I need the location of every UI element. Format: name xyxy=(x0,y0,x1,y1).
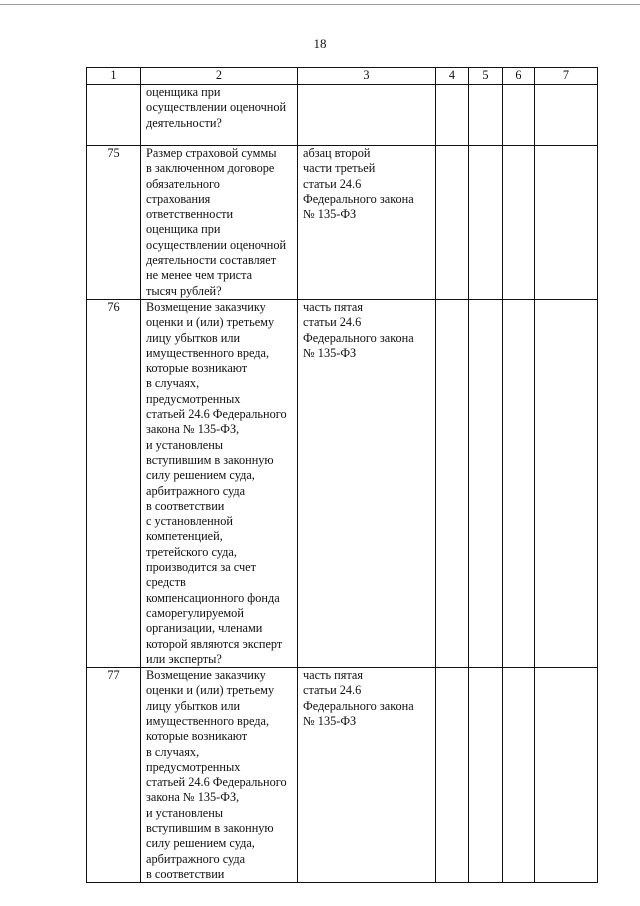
cell-text-line: деятельности? xyxy=(146,115,222,130)
cell-text-line: арбитражного суда xyxy=(146,483,246,498)
cell-text-line: производится за счет xyxy=(146,560,256,575)
table-row xyxy=(87,146,598,300)
header-row xyxy=(87,68,598,85)
table-row xyxy=(87,299,598,667)
table-row xyxy=(87,668,598,883)
cell-text-line: арбитражного суда xyxy=(146,851,246,866)
empty-cell xyxy=(469,146,503,300)
empty-cell xyxy=(503,85,535,146)
row-number-cell: 76 xyxy=(87,299,141,667)
cell-text-line: лицу убытков или xyxy=(146,330,241,345)
cell-text-line: часть пятая xyxy=(303,299,364,314)
cell-text-line: вступившим в законную xyxy=(146,821,274,836)
empty-cell xyxy=(469,299,503,667)
cell-text-line: не менее чем триста xyxy=(146,268,253,283)
cell-text-line: организации, членами xyxy=(146,621,263,636)
empty-cell xyxy=(436,299,469,667)
cell-text-line: закона № 135-ФЗ, xyxy=(146,422,240,437)
cell-text-line: в случаях, xyxy=(146,376,200,391)
cell-text-line: имущественного вреда, xyxy=(146,713,270,728)
legal-reference-cell xyxy=(298,85,436,146)
cell-text-line: статьи 24.6 xyxy=(303,683,362,698)
row-number-cell xyxy=(87,85,141,146)
empty-cell xyxy=(503,146,535,300)
cell-text-line: предусмотренных xyxy=(146,759,241,774)
cell-text-line: осуществлении оценочной xyxy=(146,100,287,115)
question-cell xyxy=(141,146,298,300)
cell-text-line: Возмещение заказчику xyxy=(146,299,266,314)
cell-text-line: Федерального закона xyxy=(303,330,414,345)
cell-text-line: ответственности xyxy=(146,207,234,222)
cell-text-line: в соответствии xyxy=(146,866,225,881)
header-col-1: 1 xyxy=(87,68,141,85)
cell-text-line: страхования xyxy=(146,191,211,206)
cell-text-line: закона № 135-ФЗ, xyxy=(146,790,240,805)
cell-text-line: силу решением суда, xyxy=(146,836,255,851)
cell-text-line: осуществлении оценочной xyxy=(146,237,287,252)
cell-text-line: обязательного xyxy=(146,176,220,191)
cell-text-line: оценки и (или) третьему xyxy=(146,683,275,698)
cell-text-line: которые возникают xyxy=(146,729,248,744)
cell-text-line: средств xyxy=(146,575,186,590)
empty-cell xyxy=(436,146,469,300)
cell-text-line: № 135-ФЗ xyxy=(303,207,357,222)
header-col-3: 3 xyxy=(298,68,436,85)
cell-text-line: третейского суда, xyxy=(146,544,237,559)
cell-text-line: части третьей xyxy=(303,161,376,176)
row-number-cell: 75 xyxy=(87,146,141,300)
cell-text-line: статьей 24.6 Федерального xyxy=(146,775,287,790)
cell-text-line: оценщика при xyxy=(146,85,221,99)
cell-text-line: предусмотренных xyxy=(146,391,241,406)
cell-text-line: Размер страховой суммы xyxy=(146,146,277,160)
empty-cell xyxy=(436,668,469,883)
cell-text-line: компенсационного фонда xyxy=(146,590,280,605)
requirements-table xyxy=(86,67,598,883)
page-number: 18 xyxy=(313,36,327,51)
cell-text-line: № 135-ФЗ xyxy=(303,345,357,360)
empty-cell xyxy=(469,85,503,146)
cell-text-line: которые возникают xyxy=(146,361,248,376)
row-number-cell: 77 xyxy=(87,668,141,883)
cell-text-line: оценщика при xyxy=(146,222,221,237)
cell-text-line: в заключенном договоре xyxy=(146,161,275,176)
cell-text-line: тысяч рублей? xyxy=(146,283,222,298)
legal-reference-cell xyxy=(298,668,436,883)
scan-edge-line xyxy=(0,4,640,5)
header-col-6: 6 xyxy=(503,68,535,85)
cell-text-line: абзац второй xyxy=(303,146,371,160)
cell-text-line: лицу убытков или xyxy=(146,698,241,713)
empty-cell xyxy=(535,146,598,300)
cell-text-line: статьи 24.6 xyxy=(303,315,362,330)
cell-text-line: и установлены xyxy=(146,437,224,452)
cell-text-line: компетенцией, xyxy=(146,529,223,544)
header-col-2: 2 xyxy=(141,68,298,85)
table-row xyxy=(87,85,598,146)
cell-text-line: с установленной xyxy=(146,514,233,529)
cell-text-line: Федерального закона xyxy=(303,698,414,713)
cell-text-line: статьей 24.6 Федерального xyxy=(146,407,287,422)
question-cell xyxy=(141,668,298,883)
cell-text-line: в соответствии xyxy=(146,498,225,513)
cell-text-line: силу решением суда, xyxy=(146,468,255,483)
cell-text-line: деятельности составляет xyxy=(146,253,277,268)
empty-cell xyxy=(503,299,535,667)
empty-cell xyxy=(535,299,598,667)
legal-reference-cell xyxy=(298,299,436,667)
empty-cell xyxy=(535,85,598,146)
cell-text-line: и установлены xyxy=(146,805,224,820)
empty-cell xyxy=(503,668,535,883)
cell-text-line: саморегулируемой xyxy=(146,605,244,620)
header-col-5: 5 xyxy=(469,68,503,85)
cell-text-line: № 135-ФЗ xyxy=(303,713,357,728)
cell-text-line: часть пятая xyxy=(303,668,364,683)
empty-cell xyxy=(535,668,598,883)
question-cell xyxy=(141,299,298,667)
cell-text-line: в случаях, xyxy=(146,744,200,759)
cell-text-line: имущественного вреда, xyxy=(146,345,270,360)
legal-reference-cell xyxy=(298,146,436,300)
cell-text-line: Федерального закона xyxy=(303,191,414,206)
cell-text-line: оценки и (или) третьему xyxy=(146,315,275,330)
empty-cell xyxy=(436,85,469,146)
empty-cell xyxy=(469,668,503,883)
question-cell xyxy=(141,85,298,146)
cell-text-line: вступившим в законную xyxy=(146,452,274,467)
cell-text-line: Возмещение заказчику xyxy=(146,668,266,683)
cell-text-line: статьи 24.6 xyxy=(303,176,362,191)
cell-text-line: или эксперты? xyxy=(146,651,222,666)
header-col-7: 7 xyxy=(535,68,598,85)
header-col-4: 4 xyxy=(436,68,469,85)
cell-text-line: которой являются эксперт xyxy=(146,636,283,651)
